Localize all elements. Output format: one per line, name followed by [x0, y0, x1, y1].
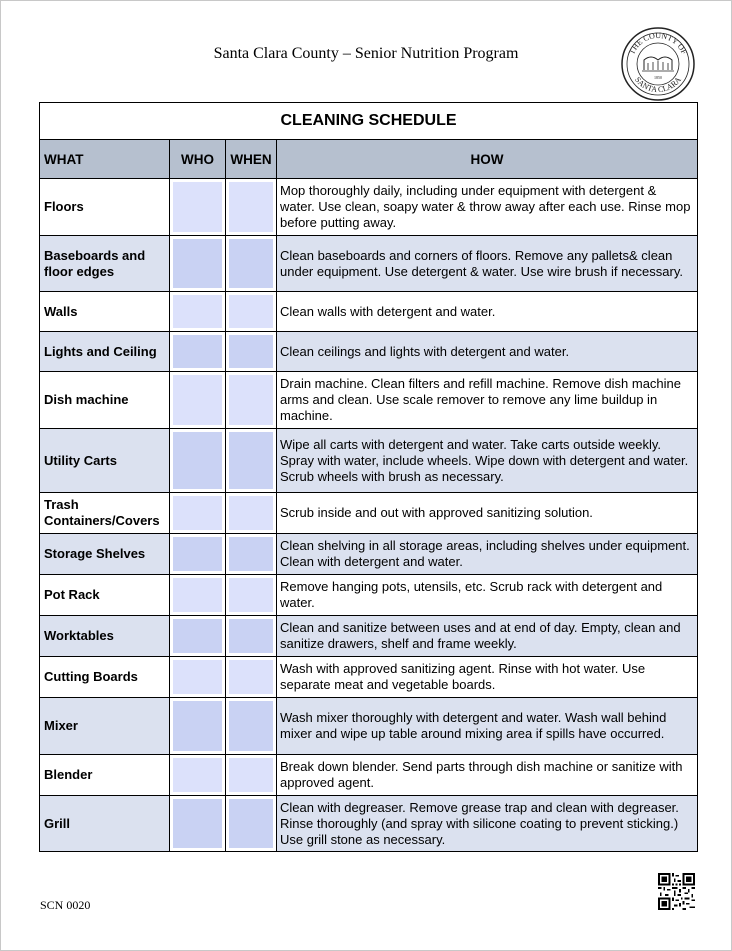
who-input[interactable] [173, 432, 222, 489]
row-what: Blender [40, 755, 170, 796]
who-cell [170, 292, 226, 332]
who-cell [170, 755, 226, 796]
row-how: Clean baseboards and corners of floors. Remove any pallets& clean under equipment. Use detergent & water. Use wire brush if necessary. [277, 236, 698, 292]
seal-text-top: THE COUNTY OF [627, 30, 689, 56]
column-header-what: WHAT [40, 140, 170, 179]
who-input[interactable] [173, 619, 222, 653]
row-what: Storage Shelves [40, 534, 170, 575]
table-row [40, 755, 698, 796]
row-what: Worktables [40, 616, 170, 657]
who-input[interactable] [173, 182, 222, 232]
when-input[interactable] [229, 182, 273, 232]
when-input[interactable] [229, 660, 273, 694]
table-title: CLEANING SCHEDULE [40, 103, 698, 140]
column-header-who: WHO [170, 140, 226, 179]
when-cell [226, 796, 277, 852]
row-what: Utility Carts [40, 429, 170, 493]
row-how: Break down blender. Send parts through dish machine or sanitize with approved agent. [277, 755, 698, 796]
row-how: Wash with approved sanitizing agent. Rinse with hot water. Use separate meat and vegetable boards. [277, 657, 698, 698]
row-what: Cutting Boards [40, 657, 170, 698]
seal-text-bottom: SANTA CLARA [633, 75, 683, 95]
table-row [40, 236, 698, 292]
when-input[interactable] [229, 578, 273, 612]
row-how: Clean walls with detergent and water. [277, 292, 698, 332]
who-input[interactable] [173, 375, 222, 425]
when-cell [226, 429, 277, 493]
row-what: Baseboards and floor edges [40, 236, 170, 292]
who-input[interactable] [173, 537, 222, 571]
row-how: Clean shelving in all storage areas, including shelves under equipment. Clean with detergent and water. [277, 534, 698, 575]
who-input[interactable] [173, 799, 222, 848]
table-row [40, 493, 698, 534]
seal-year: 1850 [654, 75, 662, 80]
when-cell [226, 616, 277, 657]
when-input[interactable] [229, 432, 273, 489]
page-title: Santa Clara County – Senior Nutrition Program [213, 45, 519, 62]
column-header-when: WHEN [226, 140, 277, 179]
table-row [40, 332, 698, 372]
who-input[interactable] [173, 758, 222, 792]
who-input[interactable] [173, 335, 222, 368]
table-row [40, 429, 698, 493]
row-how: Wash mixer thoroughly with detergent and water. Wash wall behind mixer and wipe up table around mixing area if spills have occurred. [277, 698, 698, 755]
table-row [40, 657, 698, 698]
table-row [40, 534, 698, 575]
table-row [40, 796, 698, 852]
when-cell [226, 534, 277, 575]
row-what: Dish machine [40, 372, 170, 429]
row-how: Clean and sanitize between uses and at end of day. Empty, clean and sanitize drawers, shelf and frame weekly. [277, 616, 698, 657]
who-input[interactable] [173, 239, 222, 288]
who-cell [170, 698, 226, 755]
column-header-how: HOW [277, 140, 698, 179]
when-input[interactable] [229, 619, 273, 653]
when-cell [226, 575, 277, 616]
row-what: Grill [40, 796, 170, 852]
when-cell [226, 292, 277, 332]
who-cell [170, 179, 226, 236]
when-cell [226, 332, 277, 372]
row-how: Scrub inside and out with approved sanitizing solution. [277, 493, 698, 534]
who-input[interactable] [173, 701, 222, 751]
row-what: Floors [40, 179, 170, 236]
table-row [40, 179, 698, 236]
who-input[interactable] [173, 578, 222, 612]
cleaning-schedule-table [39, 102, 698, 852]
qr-code-icon [658, 873, 695, 910]
table-row [40, 575, 698, 616]
when-input[interactable] [229, 335, 273, 368]
who-cell [170, 796, 226, 852]
when-cell [226, 236, 277, 292]
table-row [40, 698, 698, 755]
who-cell [170, 372, 226, 429]
when-input[interactable] [229, 537, 273, 571]
when-input[interactable] [229, 701, 273, 751]
when-cell [226, 698, 277, 755]
when-input[interactable] [229, 295, 273, 328]
row-how: Clean with degreaser. Remove grease trap and clean with degreaser. Rinse thoroughly (and spray with silicone coating to prevent sticking.) Use grill stone as necessary. [277, 796, 698, 852]
form-code: SCN 0020 [40, 898, 91, 912]
when-input[interactable] [229, 375, 273, 425]
when-input[interactable] [229, 239, 273, 288]
table-row [40, 616, 698, 657]
when-cell [226, 493, 277, 534]
who-cell [170, 429, 226, 493]
row-what: Trash Containers/Covers [40, 493, 170, 534]
who-input[interactable] [173, 496, 222, 530]
table-row [40, 292, 698, 332]
row-what: Walls [40, 292, 170, 332]
row-what: Lights and Ceiling [40, 332, 170, 372]
table-row [40, 372, 698, 429]
when-cell [226, 372, 277, 429]
row-what: Mixer [40, 698, 170, 755]
who-cell [170, 616, 226, 657]
who-input[interactable] [173, 295, 222, 328]
who-cell [170, 575, 226, 616]
who-input[interactable] [173, 660, 222, 694]
row-how: Drain machine. Clean filters and refill machine. Remove dish machine arms and clean. Use scale remover to remove any lime buildup in machine. [277, 372, 698, 429]
who-cell [170, 332, 226, 372]
who-cell [170, 657, 226, 698]
when-input[interactable] [229, 799, 273, 848]
who-cell [170, 236, 226, 292]
row-how: Mop thoroughly daily, including under equipment with detergent & water. Use clean, soapy water & throw away after each use. Rinse mop before putting away. [277, 179, 698, 236]
row-how: Remove hanging pots, utensils, etc. Scrub rack with detergent and water. [277, 575, 698, 616]
when-input[interactable] [229, 496, 273, 530]
when-cell [226, 755, 277, 796]
when-cell [226, 657, 277, 698]
county-seal [620, 26, 696, 102]
row-what: Pot Rack [40, 575, 170, 616]
who-cell [170, 493, 226, 534]
row-how: Wipe all carts with detergent and water. Take carts outside weekly. Spray with water, include wheels. Wipe down with detergent and water. Scrub wheels with brush as necessary. [277, 429, 698, 493]
who-cell [170, 534, 226, 575]
when-input[interactable] [229, 758, 273, 792]
row-how: Clean ceilings and lights with detergent and water. [277, 332, 698, 372]
when-cell [226, 179, 277, 236]
